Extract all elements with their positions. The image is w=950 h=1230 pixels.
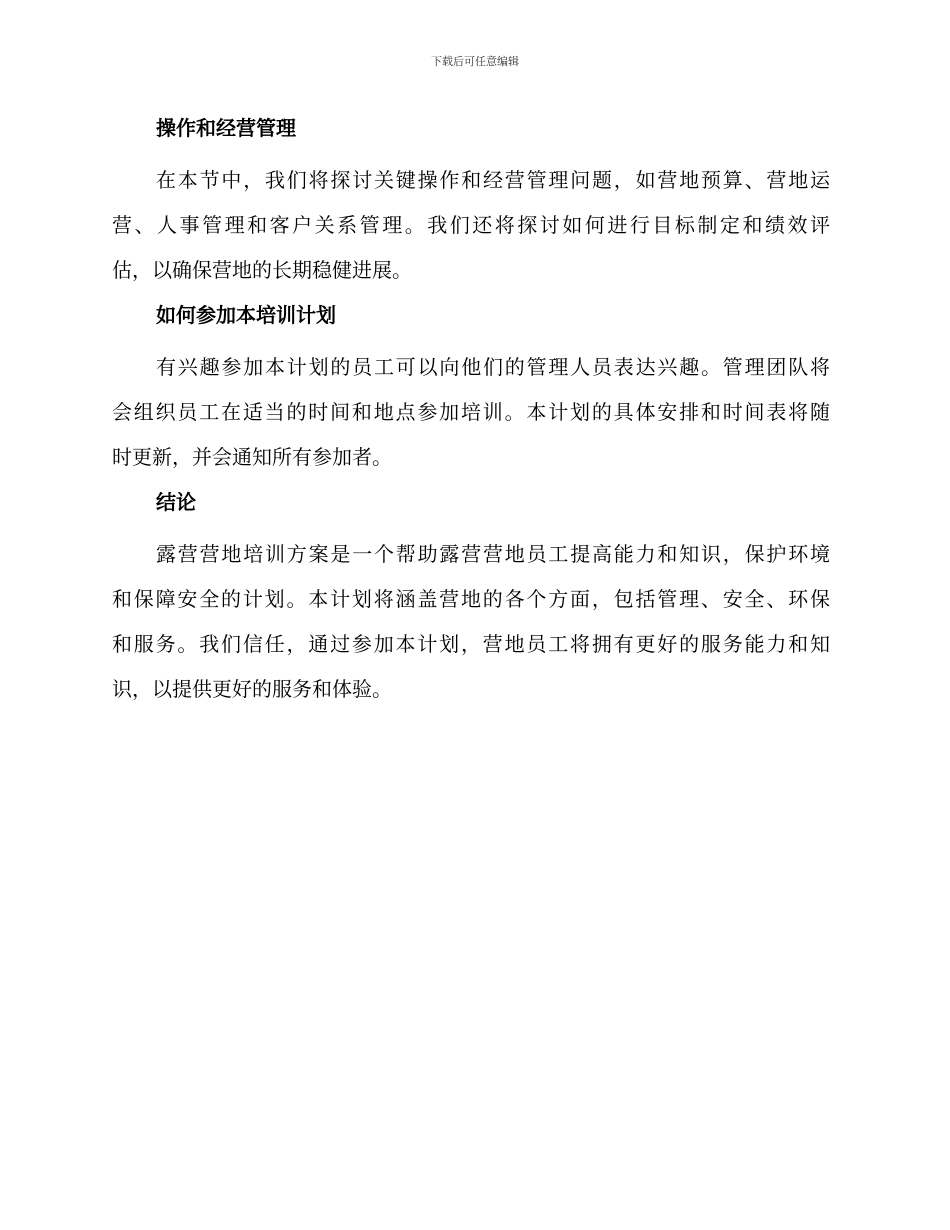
- paragraph-line: 露营营地培训方案是一个帮助露营营地员工提高能力和知识，保护环境: [156, 542, 830, 566]
- paragraph-line: 和服务。我们信任，通过参加本计划，营地员工将拥有更好的服务能力和知: [112, 632, 830, 656]
- paragraph-line: 营、人事管理和客户关系管理。我们还将探讨如何进行目标制定和绩效评: [112, 213, 830, 237]
- section-heading-operations: 操作和经营管理: [156, 116, 296, 140]
- document-body: [112, 110, 830, 712]
- paragraph-line: 时更新，并会通知所有参加者。: [112, 445, 392, 469]
- paragraph-line: 和保障安全的计划。本计划将涵盖营地的各个方面，包括管理、安全、环保: [112, 587, 830, 611]
- section-paragraph-conclusion: [112, 532, 830, 712]
- section-heading-how-to-join: 如何参加本培训计划: [156, 303, 336, 327]
- paragraph-line: 会组织员工在适当的时间和地点参加培训。本计划的具体安排和时间表将随: [112, 400, 830, 424]
- paragraph-line: 估，以确保营地的长期稳健进展。: [112, 258, 412, 282]
- page-header: 下载后可任意编辑: [431, 55, 519, 68]
- paragraph-line: 有兴趣参加本计划的员工可以向他们的管理人员表达兴趣。管理团队将: [156, 355, 830, 379]
- paragraph-line: 识，以提供更好的服务和体验。: [112, 677, 392, 701]
- section-paragraph-operations: [112, 158, 830, 293]
- section-heading-conclusion: 结论: [156, 490, 196, 514]
- section-paragraph-how-to-join: [112, 345, 830, 480]
- paragraph-line: 在本节中，我们将探讨关键操作和经营管理问题，如营地预算、营地运: [156, 168, 830, 192]
